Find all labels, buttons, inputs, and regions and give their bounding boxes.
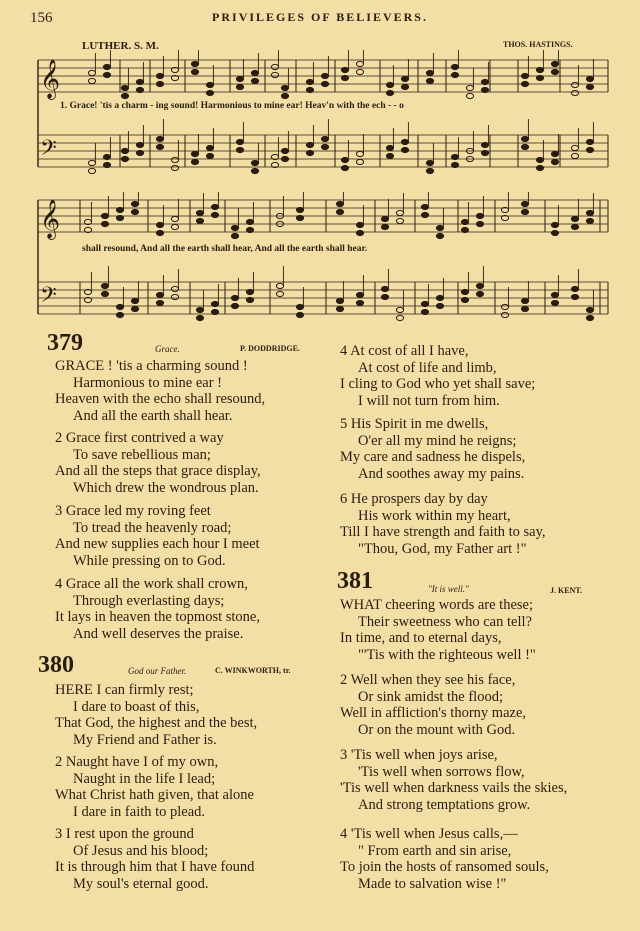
- note-head: [101, 221, 108, 226]
- note-head: [451, 64, 458, 69]
- verse-line: Heaven with the echo shall resound,: [55, 391, 266, 407]
- verse-line: To save rebellious man;: [73, 446, 211, 463]
- verse-line: What Christ hath given, that alone: [55, 787, 254, 803]
- note-head: [246, 297, 253, 302]
- note-head: [281, 85, 288, 90]
- note-head: [336, 209, 343, 214]
- note-head: [296, 312, 303, 317]
- hymn-379-title: [155, 344, 180, 354]
- note-head: [586, 315, 593, 320]
- note-head: [401, 139, 408, 144]
- verse-line: 4 Grace all the work shall crown,: [55, 576, 248, 592]
- note-head: [426, 168, 433, 173]
- note-head: [281, 93, 288, 98]
- note-head: [521, 201, 528, 206]
- note-head: [306, 79, 313, 84]
- note-head: [551, 230, 558, 235]
- verse-line: I dare to boast of this,: [73, 698, 200, 715]
- note-head: [551, 159, 558, 164]
- note-head: [521, 209, 528, 214]
- verse-line: Their sweetness who can tell?: [358, 613, 532, 630]
- verse-line: 2 Grace first contrived a way: [55, 430, 224, 446]
- note-head: [306, 150, 313, 155]
- verse-line: I cling to God who yet shall save;: [340, 376, 536, 392]
- verse-line: It lays in heaven the topmost stone,: [55, 609, 260, 625]
- note-head: [536, 67, 543, 72]
- verse-line: 2 Naught have I of my own,: [55, 754, 219, 770]
- hymn-379-stanza-4: [55, 576, 260, 642]
- hymn-381-stanza-2: [340, 672, 526, 738]
- verse-line: My soul's eternal good.: [73, 875, 209, 892]
- note-head: [191, 159, 198, 164]
- note-head: [551, 61, 558, 66]
- note-head: [476, 283, 483, 288]
- verse-line: 4 'Tis well when Jesus calls,—: [340, 826, 518, 842]
- note-head: [451, 72, 458, 77]
- note-head: [131, 298, 138, 303]
- note-head: [426, 160, 433, 165]
- note-head: [321, 73, 328, 78]
- note-head: [271, 72, 278, 77]
- note-head: [136, 150, 143, 155]
- note-head: [436, 295, 443, 300]
- note-head: [401, 147, 408, 152]
- note-head: [356, 292, 363, 297]
- note-head: [356, 222, 363, 227]
- note-head: [236, 147, 243, 152]
- note-head: [481, 142, 488, 147]
- note-head: [211, 309, 218, 314]
- verse-line: "'Tis with the righteous well !": [358, 646, 536, 663]
- note-head: [101, 213, 108, 218]
- note-head: [231, 233, 238, 238]
- verse-line: And all the steps that grace display,: [55, 463, 261, 479]
- tune-composer: THOS. HASTINGS.: [503, 40, 573, 49]
- verse-line: " From earth and sin arise,: [358, 842, 512, 859]
- hymn-379-stanza-6: [340, 416, 525, 482]
- note-head: [296, 215, 303, 220]
- note-head: [156, 230, 163, 235]
- note-head: [341, 157, 348, 162]
- note-head: [341, 67, 348, 72]
- note-head: [586, 76, 593, 81]
- note-head: [191, 69, 198, 74]
- note-head: [88, 78, 95, 83]
- note-head: [103, 154, 110, 159]
- note-head: [231, 303, 238, 308]
- note-head: [251, 160, 258, 165]
- note-head: [306, 142, 313, 147]
- note-head: [171, 157, 178, 162]
- note-head: [386, 153, 393, 158]
- hymn-379-stanza-5: [340, 343, 535, 409]
- note-head: [88, 168, 95, 173]
- note-head: [206, 82, 213, 87]
- note-head: [251, 168, 258, 173]
- note-head: [386, 145, 393, 150]
- note-head: [571, 286, 578, 291]
- note-head: [191, 151, 198, 156]
- verse-line: And new supplies each hour I meet: [55, 536, 260, 552]
- note-head: [281, 156, 288, 161]
- note-head: [156, 292, 163, 297]
- verse-line: Or on the mount with God.: [358, 721, 516, 738]
- note-head: [356, 61, 363, 66]
- note-head: [401, 84, 408, 89]
- tune-name: LUTHER. S. M.: [82, 40, 159, 52]
- music-system-2: [0, 192, 640, 332]
- note-head: [136, 79, 143, 84]
- note-head: [521, 298, 528, 303]
- note-head: [401, 76, 408, 81]
- note-head: [571, 90, 578, 95]
- note-head: [426, 70, 433, 75]
- note-head: [436, 233, 443, 238]
- note-head: [191, 61, 198, 66]
- hymn-379-author: P. DODDRIDGE.: [240, 344, 300, 353]
- verse-line: In time, and to eternal days,: [340, 630, 502, 646]
- note-head: [571, 294, 578, 299]
- note-head: [461, 289, 468, 294]
- verse-line: HERE I can firmly rest;: [55, 682, 194, 698]
- note-head: [246, 219, 253, 224]
- note-head: [481, 150, 488, 155]
- verse-line: That God, the highest and the best,: [55, 715, 258, 731]
- verse-line: O'er all my mind he reigns;: [358, 432, 517, 449]
- note-head: [386, 82, 393, 87]
- hymn-title: God our Father.: [128, 666, 187, 676]
- note-head: [211, 212, 218, 217]
- note-head: [451, 162, 458, 167]
- note-head: [396, 307, 403, 312]
- verse-line: And soothes away my pains.: [358, 465, 525, 482]
- note-head: [421, 301, 428, 306]
- note-head: [321, 136, 328, 141]
- note-head: [206, 145, 213, 150]
- note-head: [586, 84, 593, 89]
- note-head: [461, 219, 468, 224]
- note-head: [551, 69, 558, 74]
- note-head: [103, 72, 110, 77]
- note-head: [206, 90, 213, 95]
- verse-line: Made to salvation wise !": [358, 875, 507, 892]
- note-head: [211, 204, 218, 209]
- note-head: [321, 81, 328, 86]
- verse-line: To join the hosts of ransomed souls,: [340, 859, 549, 875]
- note-head: [356, 159, 363, 164]
- note-head: [171, 286, 178, 291]
- note-head: [321, 144, 328, 149]
- note-head: [88, 70, 95, 75]
- verse-line: And well deserves the praise.: [73, 625, 244, 642]
- verse-line: GRACE ! 'tis a charming sound !: [55, 358, 248, 374]
- note-head: [231, 225, 238, 230]
- note-head: [536, 157, 543, 162]
- verse-line: "Thou, God, my Father art !": [358, 540, 527, 557]
- note-head: [356, 151, 363, 156]
- note-head: [551, 292, 558, 297]
- verse-line: My care and sadness he dispels,: [340, 449, 526, 465]
- note-head: [451, 154, 458, 159]
- note-head: [276, 291, 283, 296]
- note-head: [586, 147, 593, 152]
- verse-line: At cost of life and limb,: [358, 359, 497, 376]
- note-head: [136, 87, 143, 92]
- note-head: [356, 230, 363, 235]
- note-head: [381, 286, 388, 291]
- note-head: [156, 300, 163, 305]
- verse-line: My Friend and Father is.: [73, 731, 217, 748]
- verse-line: I will not turn from him.: [358, 392, 500, 409]
- hymn-381-stanza-3: [340, 747, 567, 813]
- verse-line: To tread the heavenly road;: [73, 519, 232, 536]
- note-head: [171, 165, 178, 170]
- verse-line: 3 Grace led my roving feet: [55, 503, 211, 519]
- bass-clef-icon: 𝄢: [40, 283, 57, 312]
- hymn-title: Grace.: [155, 344, 180, 354]
- hymn-381-title: [428, 584, 469, 594]
- note-head: [466, 85, 473, 90]
- note-head: [103, 162, 110, 167]
- note-head: [156, 73, 163, 78]
- note-head: [396, 218, 403, 223]
- note-head: [296, 304, 303, 309]
- note-head: [521, 306, 528, 311]
- note-head: [571, 153, 578, 158]
- note-head: [551, 151, 558, 156]
- note-head: [421, 204, 428, 209]
- note-head: [121, 148, 128, 153]
- hymn-379-stanza-2: [55, 430, 261, 496]
- note-head: [131, 201, 138, 206]
- note-head: [116, 215, 123, 220]
- verse-line: 2 Well when they see his face,: [340, 672, 516, 688]
- note-head: [421, 212, 428, 217]
- verse-line: His work within my heart,: [358, 507, 511, 524]
- note-head: [131, 209, 138, 214]
- note-head: [461, 227, 468, 232]
- verse-line: Of Jesus and his blood;: [73, 842, 209, 859]
- note-head: [156, 81, 163, 86]
- note-head: [476, 221, 483, 226]
- hymn-380-stanza-2: [55, 754, 254, 820]
- page-title: PRIVILEGES OF BELIEVERS.: [212, 10, 428, 24]
- hymn-number: 380: [38, 652, 74, 678]
- note-head: [501, 304, 508, 309]
- note-head: [121, 156, 128, 161]
- note-head: [281, 148, 288, 153]
- note-head: [101, 283, 108, 288]
- verse-line: Or sink amidst the flood;: [358, 688, 503, 705]
- note-head: [381, 224, 388, 229]
- hymn-380: [38, 652, 74, 679]
- note-head: [461, 297, 468, 302]
- note-head: [236, 84, 243, 89]
- verse-line: 'Tis well when darkness vails the skies,: [340, 780, 568, 796]
- note-head: [501, 312, 508, 317]
- note-head: [251, 70, 258, 75]
- hymn-379: [47, 330, 83, 357]
- note-head: [586, 218, 593, 223]
- verse-line: It is through him that I have found: [55, 859, 255, 875]
- note-head: [206, 153, 213, 158]
- note-head: [251, 78, 258, 83]
- note-head: [271, 64, 278, 69]
- note-head: [481, 87, 488, 92]
- note-head: [381, 216, 388, 221]
- note-head: [336, 201, 343, 206]
- note-head: [121, 93, 128, 98]
- hymn-379-stanza-7: [340, 491, 546, 557]
- note-head: [88, 160, 95, 165]
- note-head: [131, 306, 138, 311]
- note-head: [521, 144, 528, 149]
- note-head: [571, 216, 578, 221]
- verse-line: 'Tis well when sorrows flow,: [358, 763, 525, 780]
- note-head: [136, 142, 143, 147]
- note-head: [571, 82, 578, 87]
- hymn-number: 379: [47, 330, 83, 356]
- note-head: [231, 295, 238, 300]
- verse-line: Naught in the life I lead;: [73, 770, 216, 787]
- note-head: [171, 224, 178, 229]
- note-head: [396, 210, 403, 215]
- note-head: [246, 289, 253, 294]
- verse-line: 3 'Tis well when joys arise,: [340, 747, 498, 763]
- note-head: [551, 222, 558, 227]
- note-head: [586, 307, 593, 312]
- note-head: [436, 225, 443, 230]
- note-head: [306, 87, 313, 92]
- note-head: [196, 315, 203, 320]
- note-head: [356, 69, 363, 74]
- bass-clef-icon: 𝄢: [40, 136, 57, 165]
- note-head: [386, 90, 393, 95]
- verse-line: Well in affliction's thorny maze,: [340, 705, 527, 721]
- verse-line: 5 His Spirit in me dwells,: [340, 416, 489, 432]
- note-head: [196, 307, 203, 312]
- note-head: [236, 139, 243, 144]
- hymn-379-stanza-1: [55, 358, 265, 424]
- note-head: [171, 294, 178, 299]
- note-head: [116, 207, 123, 212]
- note-head: [341, 75, 348, 80]
- hymn-381: [337, 568, 373, 595]
- music-system-1: [0, 50, 640, 190]
- note-head: [336, 298, 343, 303]
- hymn-379-stanza-3: [55, 503, 260, 569]
- verse-line: 6 He prospers day by day: [340, 491, 488, 507]
- note-head: [276, 283, 283, 288]
- verse-line: I dare in faith to plead.: [73, 803, 206, 820]
- hymn-380-stanza-1: [55, 682, 257, 748]
- note-head: [156, 144, 163, 149]
- page-number: 156: [30, 10, 53, 26]
- note-head: [196, 218, 203, 223]
- verse-line: And strong temptations grow.: [358, 796, 531, 813]
- hymn-380-stanza-3: [55, 826, 254, 892]
- note-head: [336, 306, 343, 311]
- lyrics-line-1: 1. Grace! 'tis a charm - ing sound! Harmonious to mine ear! Heav'n with the ech - - o: [60, 101, 404, 111]
- note-head: [396, 315, 403, 320]
- note-head: [196, 210, 203, 215]
- hymn-381-stanza-1: [340, 597, 536, 663]
- verse-line: 3 I rest upon the ground: [55, 826, 194, 842]
- note-head: [246, 227, 253, 232]
- treble-clef-icon: 𝄞: [40, 201, 61, 238]
- verse-line: 4 At cost of all I have,: [340, 343, 469, 359]
- lyrics-line-2: shall resound, And all the earth shall hear, And all the earth shall hear.: [82, 244, 368, 254]
- note-head: [156, 222, 163, 227]
- note-head: [426, 78, 433, 83]
- verse-line: And all the earth shall hear.: [73, 407, 233, 424]
- note-head: [436, 303, 443, 308]
- note-head: [121, 85, 128, 90]
- hymn-380-title: [128, 666, 186, 676]
- note-head: [116, 312, 123, 317]
- note-head: [481, 79, 488, 84]
- note-head: [101, 291, 108, 296]
- note-head: [521, 73, 528, 78]
- note-head: [381, 294, 388, 299]
- verse-line: Which drew the wondrous plan.: [73, 479, 259, 496]
- note-head: [103, 64, 110, 69]
- note-head: [586, 210, 593, 215]
- note-head: [551, 300, 558, 305]
- note-head: [571, 224, 578, 229]
- note-head: [536, 165, 543, 170]
- note-head: [536, 75, 543, 80]
- note-head: [211, 301, 218, 306]
- note-head: [341, 165, 348, 170]
- note-head: [236, 76, 243, 81]
- note-head: [571, 145, 578, 150]
- note-head: [356, 300, 363, 305]
- verse-line: Harmonious to mine ear !: [73, 374, 222, 391]
- hymn-381-stanza-4: [340, 826, 549, 892]
- verse-line: Till I have strength and faith to say,: [340, 524, 546, 540]
- verse-line: While pressing on to God.: [73, 552, 226, 569]
- treble-clef-icon: 𝄞: [40, 61, 61, 98]
- verse-line: WHAT cheering words are these;: [340, 597, 533, 613]
- note-head: [521, 136, 528, 141]
- note-head: [466, 93, 473, 98]
- verse-line: Through everlasting days;: [73, 592, 225, 609]
- hymn-number: 381: [337, 568, 373, 594]
- hymn-title: "It is well.": [428, 584, 469, 594]
- note-head: [116, 304, 123, 309]
- hymn-381-author: J. KENT.: [550, 586, 583, 595]
- note-head: [296, 207, 303, 212]
- note-head: [171, 216, 178, 221]
- hymn-380-author: C. WINKWORTH, tr.: [215, 666, 291, 675]
- note-head: [476, 291, 483, 296]
- note-head: [421, 309, 428, 314]
- note-head: [521, 81, 528, 86]
- note-head: [586, 139, 593, 144]
- note-head: [156, 136, 163, 141]
- note-head: [476, 213, 483, 218]
